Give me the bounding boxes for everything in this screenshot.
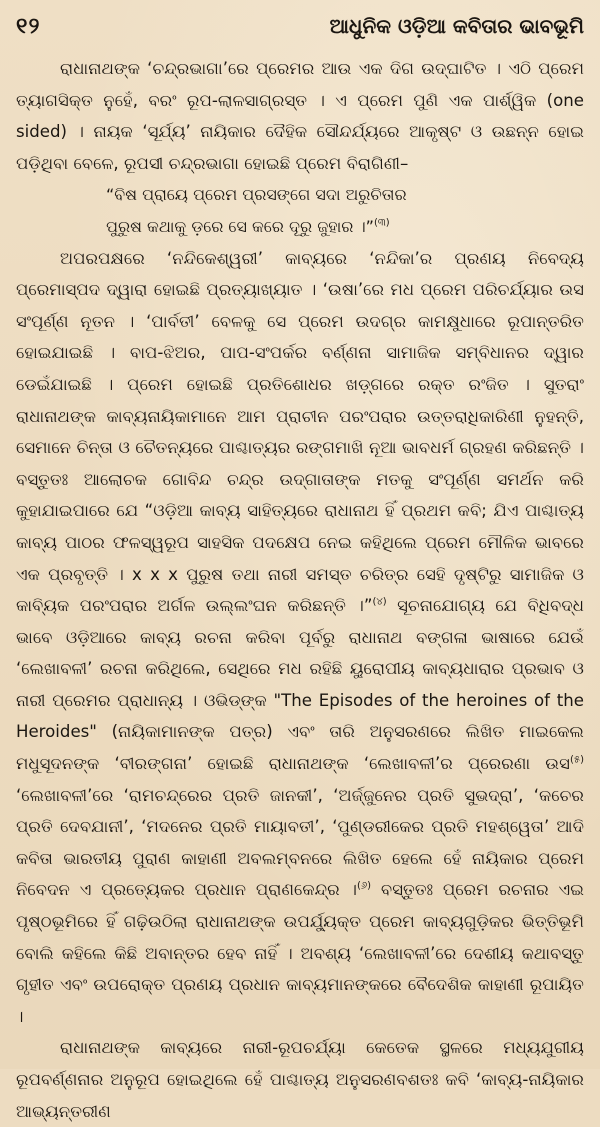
footnote-marker-5: (୫) [569, 754, 584, 766]
page-body [16, 53, 584, 1127]
verse-line-2: ପୁରୁଷ କଥାକୁ ଡ଼ରେ ସେ କରେ ଦୂରୁ ଜୁହାର ।” [106, 216, 374, 236]
paragraph-1: ରାଧାନାଥଙ୍କ ‘ଚନ୍ଦ୍ରଭାଗା’ରେ ପ୍ରେମର ଆଉ ଏକ ଦିଗ ଉଦ୍‌ଘାଟିତ । ଏଠି ପ୍ରେମ ତ୍ୟାଗସିକ୍ତ ନୁହେଁ, ବରଂ ରୂପ-ଲାଳସାଗ୍ରସ୍ତ । ଏ ପ୍ରେମ ପୁଣି ଏକ ପାର୍ଶ୍ୱିକ (one sided) । ନାୟକ ‘ସୂର୍ଯ୍ୟ’ ନାୟିକାର ଦୈହିକ ସୌନ୍ଦର୍ଯ୍ୟରେ ଆକୃଷ୍ଟ ଓ ଉଛନ୍ନ ହୋଇ ପଡ଼ିଥିବା ବେଳେ, ରୂପସୀ ଚନ୍ଦ୍ରଭାଗା ହୋଇଛି ପ୍ରେମ ବିରାଗିଣୀ– [16, 59, 584, 173]
paragraph-2-part-a: ଅପରପକ୍ଷରେ ‘ନନ୍ଦିକେଶ୍ୱରୀ’ କାବ୍ୟରେ ‘ନନ୍ଦିକା’ର ପ୍ରଣୟ ନିବେଦ୍ୟ ପ୍ରେମାସ୍ପଦ ଦ୍ୱାରା ହୋଇଛି ପ୍ରତ୍ୟାଖ୍ୟାତ । ‘ଉଷା’ରେ ମଧ ପ୍ରେମ ପରିଚର୍ଯ୍ୟାର ଉସ ସଂପୂର୍ଣ୍ଣ ନୂତନ । ‘ପାର୍ବତୀ’ ବେଳକୁ ସେ ପ୍ରେମ ଉଦଗ୍ର କାମକ୍ଷୁଧାରେ ରୂପାନ୍ତରିତ ହୋଇଯାଇଛି । ବାପ-ଝିଅର, ପାପ-ସଂପର୍କର ବର୍ଣ୍ଣନା ସାମାଜିକ ସମ୍ବିଧାନର ଦ୍ୱାର ଡେଇଁଯାଇଛି । ପ୍ରେମ ହୋଇଛି ପ୍ରତିଶୋଧର ଖଡ଼୍‌ଗରେ ରକ୍ତ ରଂଜିତ । ସୁତରାଂ ରାଧାନାଥଙ୍କ କାବ୍ୟନାୟିକାମାନେ ଆମ ପ୍ରାଚୀନ ପରଂପରାର ଉତ୍ତରାଧିକାରିଣୀ ନୁହନ୍ତି, ସେମାନେ ଚିନ୍ତା ଓ ଚୈତନ୍ୟରେ ପାଶ୍ଚାତ୍ୟର ରଙ୍ଗମାଖି ନୂଆ ଭାବଧର୍ମ ଗ୍ରହଣ କରିଛନ୍ତି । ବସ୍ତୁତଃ ଆଲୋଚକ ଗୋବିନ୍ଦ ଚନ୍ଦ୍ର ଉଦ୍‌ଗାତାଙ୍କ ମତକୁ ସଂପୂର୍ଣ୍ଣ ସମର୍ଥନ କରି କୁହାଯାଇପାରେ ଯେ “ଓଡ଼ିଆ କାବ୍ୟ ସାହିତ୍ୟରେ ରାଧାନାଥ ହିଁ ପ୍ରଥମ କବି; ଯିଏ ପାଶ୍ଚାତ୍ୟ କାବ୍ୟ ପାଠର ଫଳସ୍ୱରୂପ ସାହସିକ ପଦକ୍ଷେପ ନେଇ କହିଥିଲେ ପ୍ରେମ ମୌଳିକ ଭାବରେ ଏକ ପ୍ରବୃତ୍ତି । x x x ପୁରୁଷ ତଥା ନାରୀ ସମସ୍ତ ଚରିତ୍ର ସେହି ଦୃଷ୍ଟିରୁ ସାମାଜିକ ଓ କାବ୍ୟିକ ପରଂପରାର ଅର୍ଗଳ ଉଲ୍ଲଂଘନ କରିଛନ୍ତି ।” [16, 248, 584, 616]
paragraph-3: ରାଧାନାଥଙ୍କ କାବ୍ୟରେ ନାରୀ-ରୂପଚର୍ଯ୍ୟା କେତେକ ସ୍ଥଳରେ ମଧ୍ୟଯୁଗୀୟ ରୂପବର୍ଣ୍ଣନାର ଅନୁରୂପ ହୋଇଥିଲେ ହେଁ ପାଶ୍ଚାତ୍ୟ ଅନୁସରଣବଶତଃ କବି ‘କାବ୍ୟ-ନାୟିକାର ଆଭ୍ୟନ୍ତରୀଣ [16, 1038, 584, 1121]
paragraph-2-part-b: ସୂଚନାଯୋଗ୍ୟ ଯେ ବିଧିବଦ୍ଧ ଭାବେ ଓଡ଼ିଆରେ କାବ୍ୟ ରଚନା କରିବା ପୂର୍ବରୁ ରାଧାନାଥ ବଙ୍ଗଳା ଭାଷାରେ ଯେଉଁ ‘ଲେଖାବଳୀ’ ରଚନା କରିଥିଲେ, ସେଥିରେ ମଧ ରହିଛି ୟୁରୋପୀୟ କାବ୍ୟଧାରାର ପ୍ରଭାବ ଓ ନାରୀ ପ୍ରେମର ପ୍ରାଧାନ୍ୟ । ଓଭିଡ୍‌ଙ୍କ "The Episodes of the heroines of the Heroides" (ନାୟିକାମାନଙ୍କ ପତ୍ର) ଏବଂ ତାରି ଅନୁସରଣରେ ଲିଖିତ ମାଇକେଲ ମଧୁସୂଦନଙ୍କ ‘ବୀରଙ୍ଗନା’ ହୋଇଛି ରାଧାନାଥଙ୍କ ‘ଲେଖାବଳୀ’ର ପ୍ରେରଣା ଉସ [16, 596, 584, 774]
page-header [16, 14, 584, 39]
page-number: ୧୨ [16, 14, 41, 39]
footnote-marker-3: (୩) [373, 217, 390, 229]
footnote-marker-4: (୪) [372, 596, 387, 608]
paragraph-2-part-d: ବସ୍ତୁତଃ ପ୍ରେମ ରଚନାର ଏଇ ପୃଷ୍ଠଭୂମିରେ ହିଁ ଗଢ଼ିଉଠିଲା ରାଧାନାଥଙ୍କ ଉପର୍ଯ୍ୟୁକ୍ତ ପ୍ରେମ କାବ୍ୟଗୁଡ଼ିକର ଭିତ୍ତିଭୂମି ବୋଲି କହିଲେ କିଛି ଅବାନ୍ତର ହେବ ନାହିଁ । ଅବଶ୍ୟ ‘ଲେଖାବଳୀ’ରେ ଦେଶୀୟ କଥାବସ୍ତୁ ଗୃହୀତ ଏବଂ ଉପରୋକ୍ତ ପ୍ରଣୟ ପ୍ରଧାନ କାବ୍ୟମାନଙ୍କରେ ବୈଦେଶିକ କାହାଣୀ ରୂପାୟିତ । [16, 880, 585, 1026]
running-title: ଆଧୁନିକ ଓଡ଼ିଆ କବିତାର ଭାବଭୂମି [329, 14, 584, 38]
paragraph-2-part-c: ‘ଲେଖାବଳୀ’ରେ ‘ରାମଚନ୍ଦ୍ରେର ପ୍ରତି ଜାନକୀ’, ‘ଅର୍ଜ୍ଜୁନେର ପ୍ରତି ସୁଭଦ୍ରା’, ‘କଚେର ପ୍ରତି ଦେବଯାନୀ’, ‘ମଦନେର ପ୍ରତି ମାୟାବତୀ’, ‘ପୁଣ୍ଡରୀକେର ପ୍ରତି ମହଶ୍ୱେତା’ ଆଦି କବିତା ଭାରତୀୟ ପୁରାଣ କାହାଣୀ ଅବଲମ୍ବନରେ ଲିଖିତ ହେଲେ ହେଁ ନାୟିକାର ପ୍ରେମ ନିବେଦନ ଏ ପ୍ରତ୍ୟେକର ପ୍ରଧାନ ପ୍ରାଣକେନ୍ଦ୍ର । [16, 785, 584, 900]
paragraph-2 [16, 243, 584, 1033]
verse-quote [16, 179, 584, 242]
verse-line-1: “ବିଷ ପ୍ରାୟେ ପ୍ରେମ ପ୍ରସଙ୍ଗେ ସଦା ଅରୁଚିତାର [106, 185, 407, 205]
footnote-marker-6: (୬) [356, 880, 372, 892]
